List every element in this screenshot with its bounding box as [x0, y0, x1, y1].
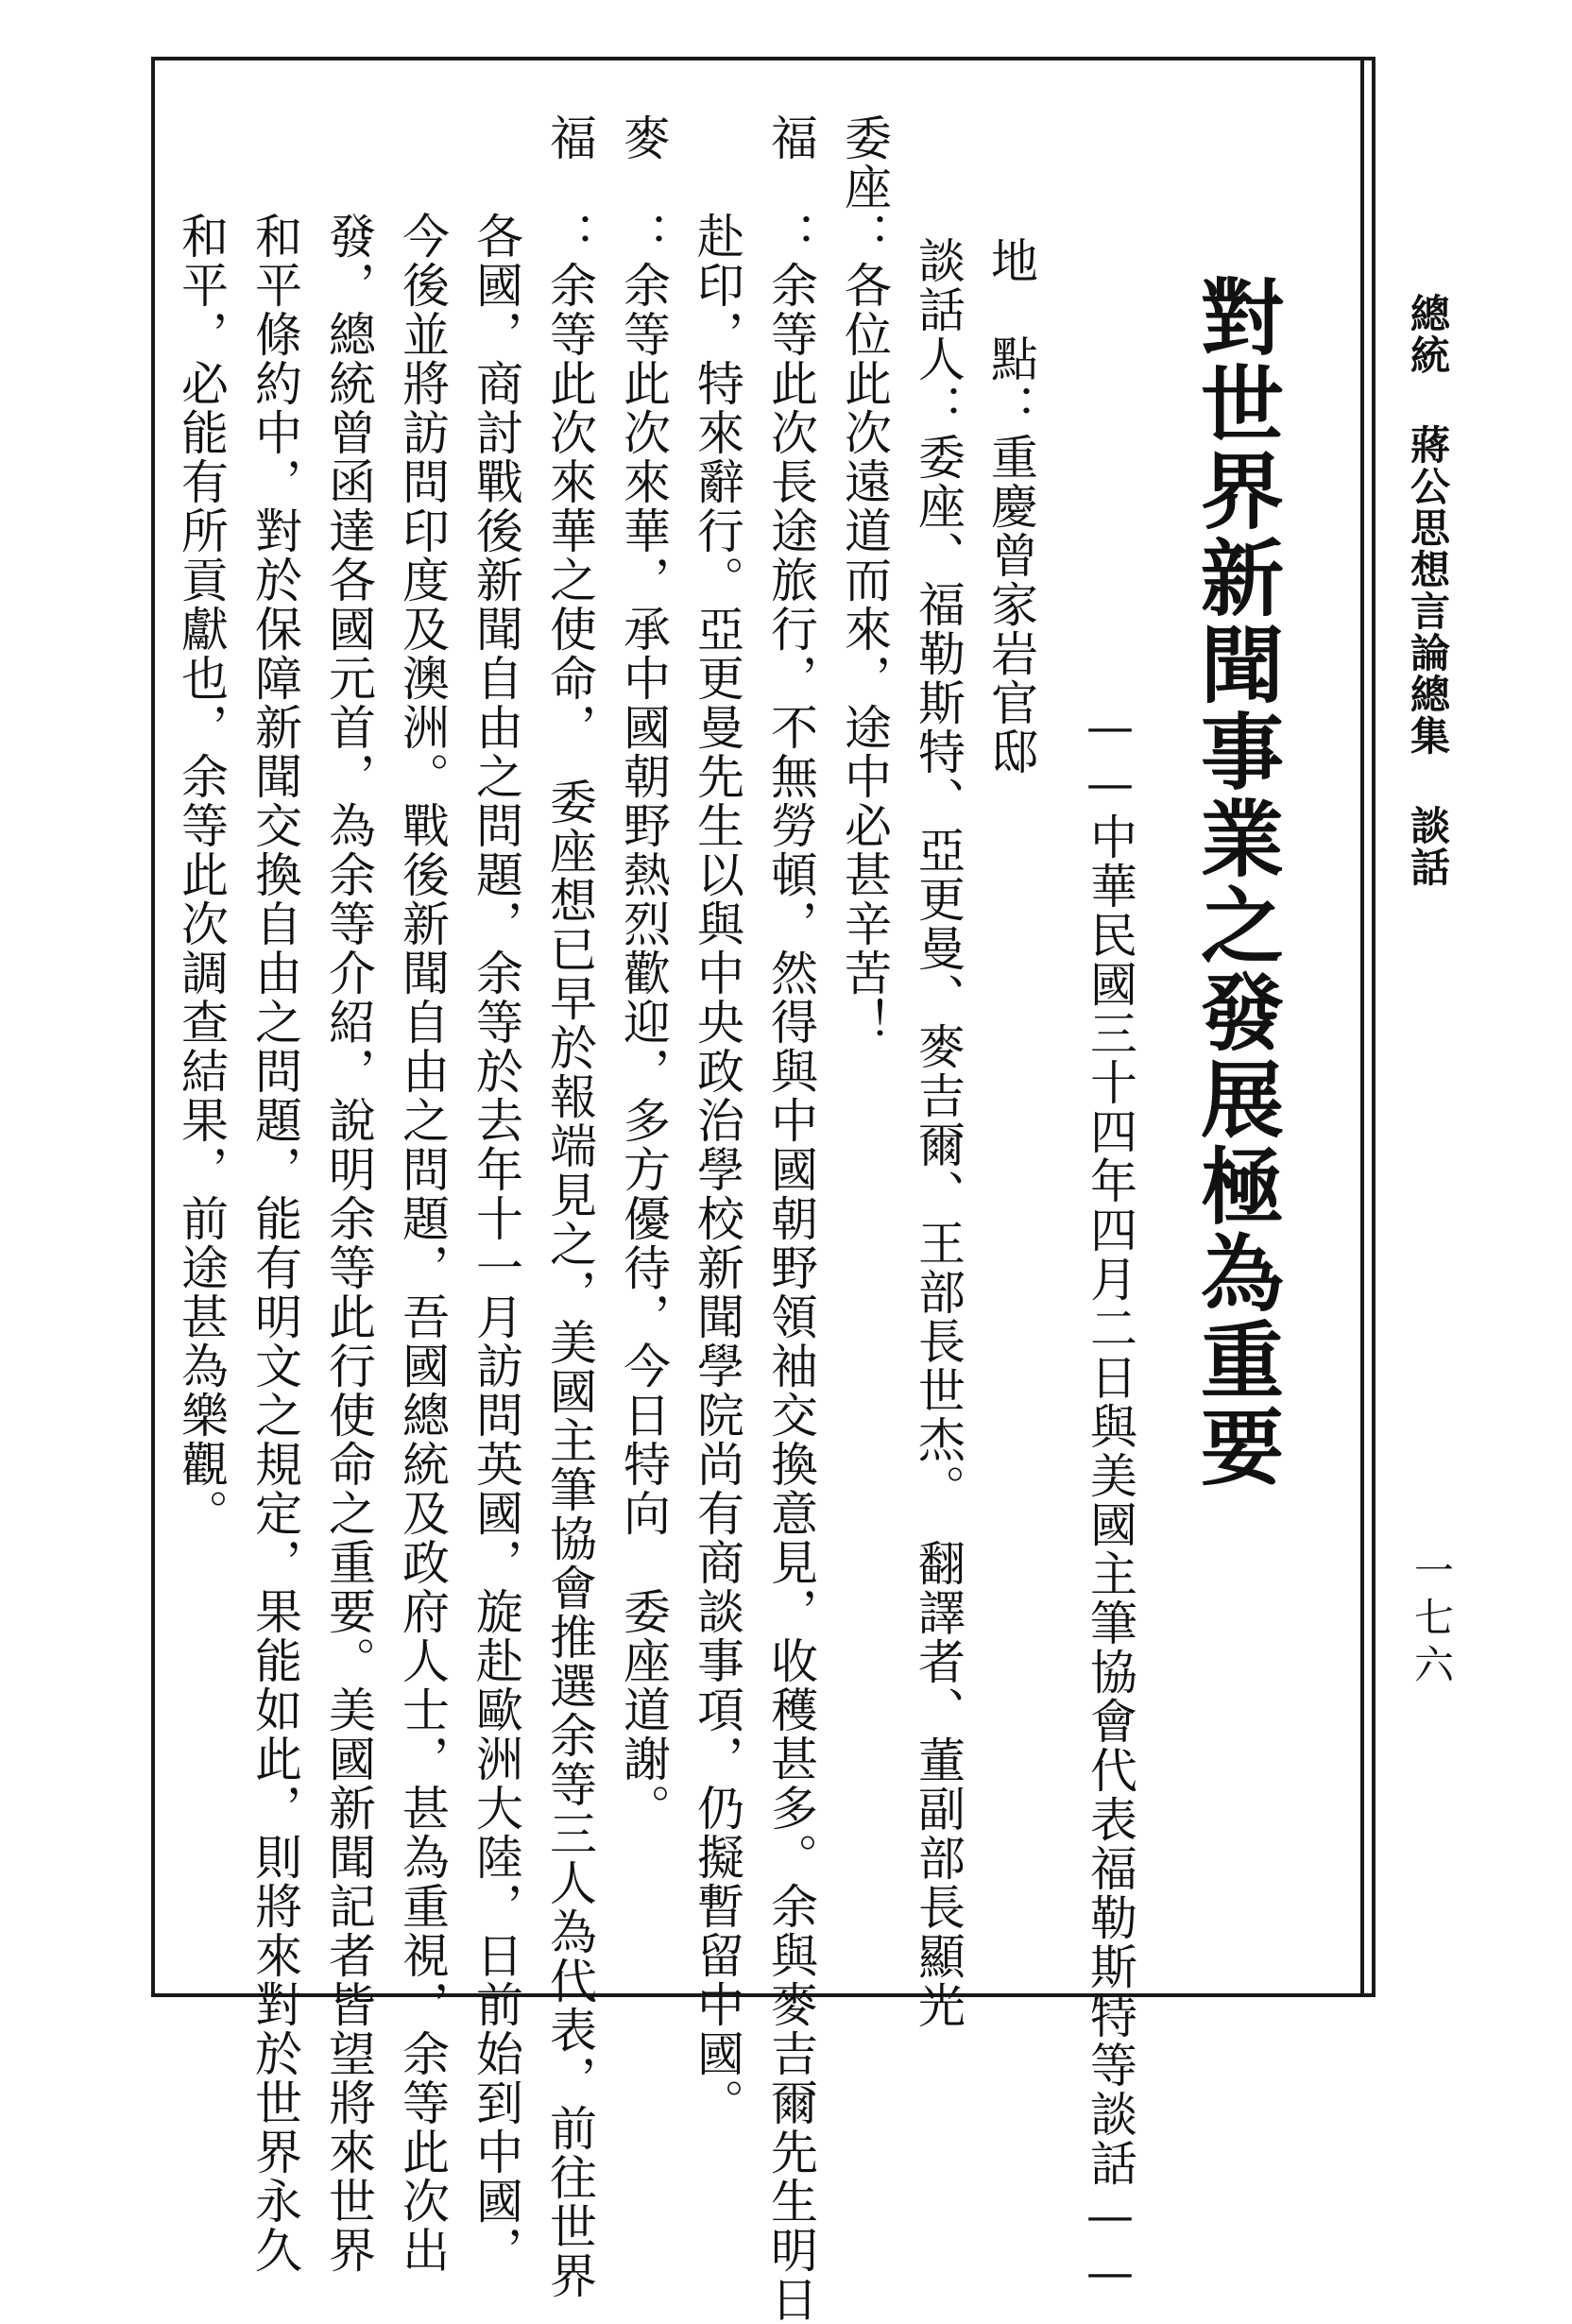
- text-column: 委座：各位此次遠道而來，途中必甚辛苦！: [837, 113, 892, 1047]
- text-column: 麥 ：余等此次來華，承中國朝野熱烈歡迎，多方優待，今日特向 委座道謝。: [616, 113, 671, 1833]
- text-column: 今後並將訪問印度及澳洲。戰後新聞自由之問題，吾國總統及政府人士，甚為重視，余等此次出: [395, 113, 450, 2275]
- meta-speakers: 談話人：委座、福勒斯特、亞更曼、麥吉爾、王部長世杰。 翻譯者、董副部長顯光: [911, 236, 965, 2030]
- text-column: 福 ：余等此次來華之使命， 委座想已早於報端見之，美國主筆協會推選余等三人為代表，前往世界: [542, 113, 597, 2300]
- margin-rule: [1360, 57, 1364, 1997]
- text-column: 和平，必能有所貢獻也，余等此次調查結果，前途甚為樂觀。: [174, 113, 229, 1538]
- text-column: 各國，商討戰後新聞自由之問題，余等於去年十一月訪問英國，旋赴歐洲大陸，日前始到中國，: [469, 113, 523, 2275]
- text-column: 福 ：余等此次長途旅行，不無勞頓，然得與中國朝野領袖交換意見，收穫甚多。余與麥吉爾先生明日: [763, 113, 818, 2324]
- text-column: 和平條約中，對於保障新聞交換自由之問題，能有明文之規定，果能如此，則將來對於世界永久: [248, 113, 302, 2275]
- running-head: 總統 蔣公思想言論總集 談話: [1405, 293, 1451, 888]
- page-subtitle: ——中華民國三十四年四月二日與美國主筆協會代表福勒斯特等談話——: [1083, 699, 1137, 2301]
- text-column: 赴印，特來辭行。亞更曼先生以與中央政治學校新聞學院尚有商談事項，仍擬暫留中國。: [690, 113, 744, 2127]
- meta-place: 地 點：重慶曾家岩官邸: [983, 236, 1038, 777]
- text-column: 發，總統曾函達各國元首，為余等介紹，說明余等此行使命之重要。美國新聞記者皆望將來世界: [321, 113, 376, 2275]
- page-number: 一七六: [1409, 1549, 1455, 1691]
- page-title: 對世界新聞事業之發展極為重要: [1188, 274, 1286, 1491]
